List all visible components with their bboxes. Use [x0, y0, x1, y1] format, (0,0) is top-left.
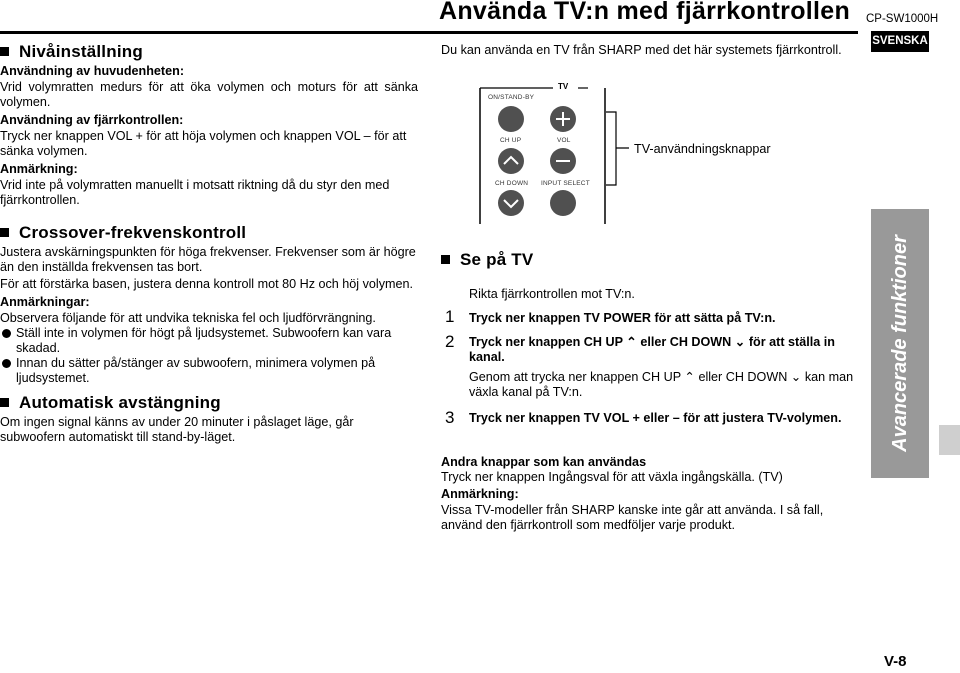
language-tab: SVENSKA — [871, 31, 929, 52]
remote-tv-label: TV — [558, 82, 569, 91]
ch-down-button[interactable] — [498, 190, 524, 216]
chevron-down-icon — [498, 190, 524, 216]
square-bullet-icon — [0, 398, 9, 407]
main-unit-text: Vrid volymratten medurs för att öka volymen och moturs för att sänka volymen. — [0, 80, 418, 109]
chevron-up-icon: ⌃ — [626, 335, 637, 349]
on-standby-label: ON/STAND-BY — [488, 94, 535, 101]
crossover-notes-text: Observera följande för att undvika tekniska fel och ljudförvrängning. — [0, 311, 376, 325]
watch-tv-intro: Rikta fjärrkontrollen mot TV:n. — [469, 287, 635, 301]
on-standby-button[interactable] — [498, 106, 524, 132]
vol-minus-button[interactable] — [550, 148, 576, 174]
remote-illustration — [478, 84, 608, 224]
page-number: V-8 — [884, 653, 907, 670]
left-column — [0, 42, 418, 445]
crossover-bullet-2: Innan du sätter på/stänger av subwoofern, minimera volymen på ljudsystemet. — [0, 356, 418, 386]
step-2-note: Genom att trycka ner knappen CH UP ⌃ eller CH DOWN ⌄ kan man växla kanal på TV:n. — [469, 370, 854, 399]
other-buttons-label: Andra knappar som kan användas — [441, 455, 647, 469]
chevron-up-icon — [498, 148, 524, 174]
step-2-text: Tryck ner knappen CH UP ⌃ eller CH DOWN ⌄ för att ställa in kanal. — [469, 335, 835, 364]
step-1-number: 1 — [445, 307, 455, 326]
right-note-text: Vissa TV-modeller från SHARP kanske inte går att använda. I så fall, använd den fjärrkontroll som medföljer varje produkt. — [441, 503, 824, 532]
step-2-number: 2 — [445, 332, 455, 351]
chevron-down-icon: ⌄ — [734, 335, 746, 349]
ch-up-button[interactable] — [498, 148, 524, 174]
level-note-label: Anmärkning: — [0, 162, 78, 176]
watch-tv-heading: Se på TV — [441, 250, 533, 270]
chevron-up-icon: ⌃ — [684, 370, 695, 384]
crossover-notes-label: Anmärkningar: — [0, 295, 90, 309]
step-3-number: 3 — [445, 408, 455, 427]
remote-usage-label: Användning av fjärrkontrollen: — [0, 113, 184, 127]
main-unit-label: Användning av huvudenheten: — [0, 64, 185, 78]
vol-plus-button[interactable] — [550, 106, 576, 132]
crossover-text-2: För att förstärka basen, justera denna kontroll mot 80 Hz och höj volymen. — [0, 277, 413, 291]
right-note-label: Anmärkning: — [441, 487, 519, 501]
callout-label: TV-användningsknappar — [634, 142, 771, 156]
thumb-index-marker — [939, 425, 960, 455]
vol-label: VOL — [557, 137, 571, 144]
square-bullet-icon — [0, 228, 9, 237]
remote-usage-text: Tryck ner knappen VOL + för att höja volymen och knappen VOL – för att sänka volymen. — [0, 129, 407, 158]
crossover-bullet-1: Ställ inte in volymen för högt på ljudsystemet. Subwoofern kan vara skadad. — [0, 326, 418, 356]
plus-icon — [550, 106, 576, 132]
other-buttons-text: Tryck ner knappen Ingångsval för att växla ingångskälla. (TV) — [441, 470, 783, 484]
title-rule — [0, 31, 858, 34]
chevron-down-icon: ⌄ — [790, 370, 802, 384]
vertical-title-text: Avancerade funktioner — [888, 235, 911, 452]
level-note-text: Vrid inte på volymratten manuellt i motsatt riktning då du styr den med fjärrkontrollen. — [0, 178, 390, 207]
side-bar-vertical-title — [871, 209, 929, 478]
minus-icon — [550, 148, 576, 174]
auto-off-text: Om ingen signal känns av under 20 minuter i påslaget läge, går subwoofern automatiskt till stand-by-läget. — [0, 415, 354, 444]
ch-down-label: CH DOWN — [495, 180, 529, 187]
step-1-text: Tryck ner knappen TV POWER för att sätta på TV:n. — [469, 311, 776, 325]
auto-off-heading: Automatisk avstängning — [0, 393, 418, 413]
input-select-label: INPUT SELECT — [541, 180, 590, 187]
ch-up-label: CH UP — [500, 137, 522, 144]
crossover-text-1: Justera avskärningspunkten för höga frekvenser. Frekvenser som är högre än den inställda frekvensen tas bort. — [0, 245, 416, 274]
level-heading: Nivåinställning — [0, 42, 418, 62]
page-title: Använda TV:n med fjärrkontrollen — [439, 0, 851, 25]
input-select-button[interactable] — [550, 190, 576, 216]
crossover-heading: Crossover-frekvenskontroll — [0, 223, 418, 243]
intro-text: Du kan använda en TV från SHARP med det här systemets fjärrkontroll. — [441, 43, 842, 57]
model-number: CP-SW1000H — [866, 13, 939, 25]
step-3-text: Tryck ner knappen TV VOL + eller – för att justera TV-volymen. — [469, 411, 842, 425]
callout-bracket — [596, 110, 636, 190]
square-bullet-icon — [441, 255, 450, 264]
square-bullet-icon — [0, 47, 9, 56]
